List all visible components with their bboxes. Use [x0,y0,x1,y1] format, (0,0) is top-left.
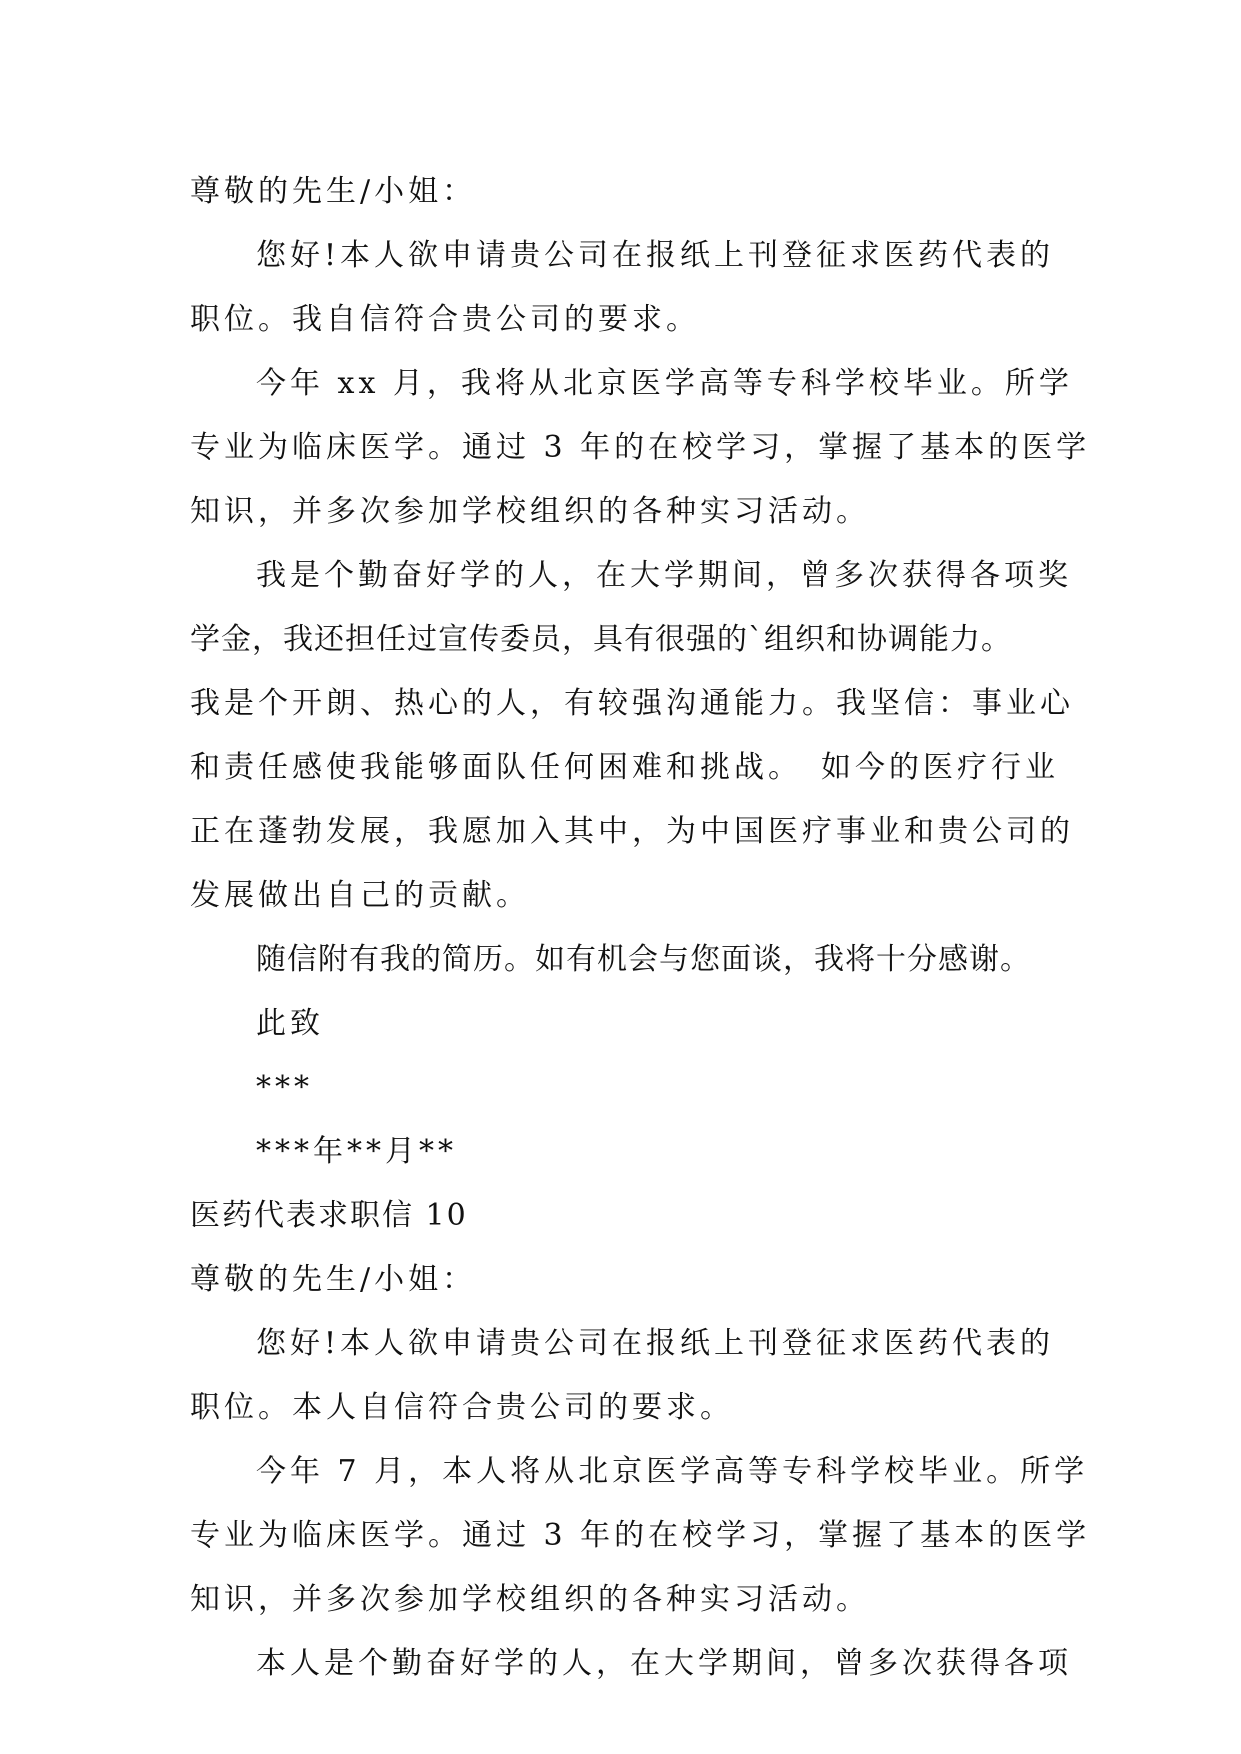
paragraph-line: 专业为临床医学。通过 3 年的在校学习，掌握了基本的医学 [190,430,1091,465]
paragraph-line: 今年 7 月，本人将从北京医学高等专科学校毕业。所学 [256,1454,1089,1489]
paragraph-line: 和责任感使我能够面队任何困难和挑战。 如今的医疗行业 [190,750,1059,785]
paragraph-line: 知识，并多次参加学校组织的各种实习活动。 [190,1582,870,1617]
paragraph-line: 职位。我自信符合贵公司的要求。 [190,302,700,337]
salutation: 尊敬的先生/小姐： [190,174,477,209]
paragraph-line: 专业为临床医学。通过 3 年的在校学习，掌握了基本的医学 [190,1518,1091,1553]
paragraph-line: 我是个开朗、热心的人，有较强沟通能力。我坚信：事业心 [190,686,1074,721]
paragraph-line: 今年 xx 月，我将从北京医学高等专科学校毕业。所学 [256,366,1073,401]
paragraph-line: 发展做出自己的贡献。 [190,878,530,913]
paragraph-line: 您好!本人欲申请贵公司在报纸上刊登征求医药代表的 [256,238,1055,273]
paragraph-line: 学金，我还担任过宣传委员，具有很强的`组织和协调能力。 [190,622,1012,657]
closing: 此致 [256,1006,324,1041]
salutation: 尊敬的先生/小姐： [190,1262,477,1297]
paragraph-line: 本人是个勤奋好学的人，在大学期间，曾多次获得各项 [256,1646,1072,1681]
paragraph-line: 随信附有我的简历。如有机会与您面谈，我将十分感谢。 [256,942,1031,977]
paragraph-line: 您好!本人欲申请贵公司在报纸上刊登征求医药代表的 [256,1326,1055,1361]
section-title: 医药代表求职信 10 [190,1198,468,1233]
paragraph-line: 我是个勤奋好学的人，在大学期间，曾多次获得各项奖 [256,558,1072,593]
signature: *** [256,1070,313,1105]
paragraph-line: 正在蓬勃发展，我愿加入其中，为中国医疗事业和贵公司的 [190,814,1074,849]
paragraph-line: 知识，并多次参加学校组织的各种实习活动。 [190,494,870,529]
paragraph-line: 职位。本人自信符合贵公司的要求。 [190,1390,734,1425]
document-body [190,160,1091,1696]
date: ***年**月** [256,1134,457,1169]
